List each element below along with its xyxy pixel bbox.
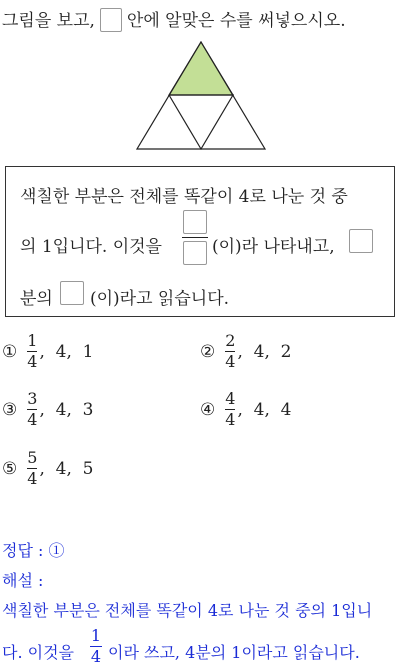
option-2-mark: ② (200, 341, 216, 362)
blank-box-2 (349, 229, 373, 253)
question-text-start: 그림을 보고, (2, 11, 95, 31)
statement-line-3b: (이)라고 읽습니다. (90, 289, 230, 309)
statement-line-2a: 의 1입니다. 이것을 (20, 237, 162, 257)
option-5-values: , 4, 5 (39, 458, 94, 479)
blank-denominator-box (183, 241, 207, 265)
option-1-mark: ① (2, 341, 18, 362)
statement-line-2b: (이)라 나타내고, (212, 237, 335, 257)
explanation-label: 해설 : (2, 571, 44, 590)
option-5-mark: ⑤ (2, 458, 18, 479)
explanation-line-1: 색칠한 부분은 전체를 똑같이 4로 나눈 것 중의 1입니 (2, 601, 373, 620)
blank-box-3 (60, 281, 84, 305)
option-5-fraction: $\frac{5}{4}$ (27, 448, 38, 488)
option-3[interactable] (2, 391, 94, 428)
answer-label: 정답 : ① (2, 541, 65, 560)
option-1-fraction: $\frac{1}{4}$ (27, 331, 38, 371)
option-2-values: , 4, 2 (237, 341, 292, 362)
triangle-figure (136, 41, 266, 151)
statement-line-3a: 분의 (20, 289, 53, 309)
explanation-line-2b: 이라 쓰고, 4분의 1이라고 읽습니다. (108, 643, 360, 662)
option-5[interactable] (2, 450, 94, 487)
statement-line-1: 색칠한 부분은 전체를 똑같이 4로 나눈 것 중 (20, 187, 348, 207)
explanation-fraction: 1 4 (90, 626, 102, 666)
blank-numerator-box (183, 210, 207, 234)
option-3-values: , 4, 3 (39, 399, 94, 420)
explanation-line-2a: 다. 이것을 (2, 643, 74, 662)
question-text-end: 안에 알맞은 수를 써넣으시오. (126, 11, 346, 31)
shaded-triangle (169, 42, 233, 95)
answer-blank-box (100, 8, 122, 32)
question-text (2, 6, 346, 34)
option-3-fraction: $\frac{3}{4}$ (27, 389, 38, 429)
option-4-fraction: $\frac{4}{4}$ (225, 389, 236, 429)
option-3-mark: ③ (2, 399, 18, 420)
option-4-mark: ④ (200, 399, 216, 420)
option-1-values: , 4, 1 (39, 341, 94, 362)
option-2[interactable] (200, 333, 292, 370)
fraction-bar (182, 237, 208, 238)
blank-fraction (182, 210, 208, 265)
option-2-fraction: $\frac{2}{4}$ (225, 331, 236, 371)
option-4-values: , 4, 4 (237, 399, 292, 420)
inner-division-lines (169, 95, 233, 149)
option-4[interactable] (200, 391, 292, 428)
option-1[interactable] (2, 333, 94, 370)
